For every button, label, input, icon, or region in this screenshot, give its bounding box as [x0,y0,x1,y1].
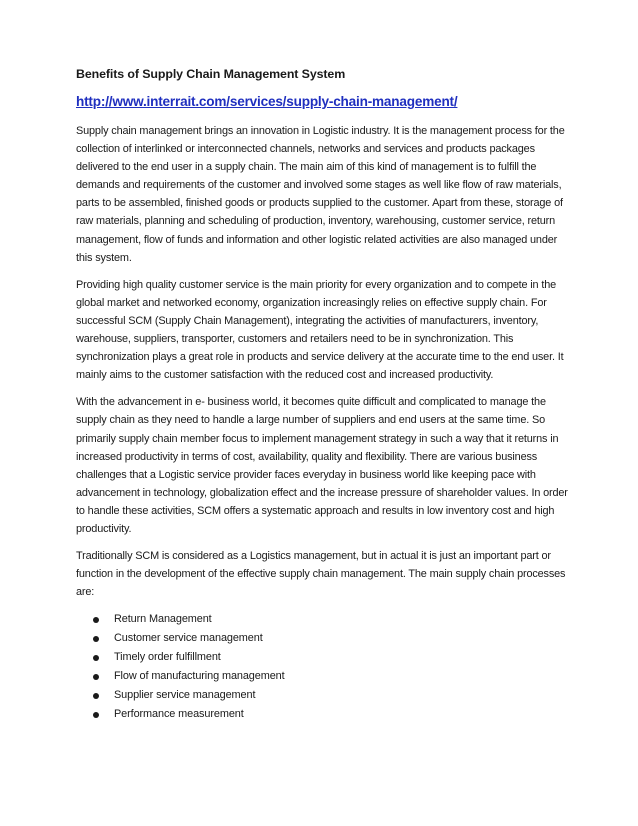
list-item-label: Supplier service management [114,689,256,702]
list-item-label: Flow of manufacturing management [114,670,285,683]
supply-chain-link[interactable]: http://www.interrait.com/services/supply-chain-management/ [76,94,458,109]
list-item-label: Timely order fulfillment [114,651,221,664]
document-page [76,66,570,724]
list-item [76,686,570,705]
bullet-icon [93,655,99,661]
list-item [76,648,570,667]
list-item [76,667,570,686]
list-item-label: Performance measurement [114,708,244,721]
paragraph-intro: Supply chain management brings an innovation in Logistic industry. It is the management process for the collection of interlinked or interconnected channels, networks and services and products packages delivered to the end user in a supply chain. The main aim of this kind of management is to fulfill the demands and requirements of the customer and involved some stages as well like flow of raw materials, parts to be assembled, finished goods or products supplied to the customer. Apart from these, storage of raw materials, planning and scheduling of production, inventory, warehousing, customer service, return management, flow of funds and information and other logistic related activities are also managed under this system. [76,125,565,264]
list-item-label: Customer service management [114,632,263,645]
paragraph-e-business: With the advancement in e- business world, it becomes quite difficult and complicated to manage the supply chain as they need to handle a large number of suppliers and end users at the same time. So primarily supply chain member focus to implement management strategy in such a way that it returns in increased productivity in terms of cost, availability, quality and flexibility. There are various business challenges that a Logistic service provider faces everyday in business world like keeping pace with advancement in technology, globalization effect and the increase pressure of shareholder values. In order to handle these activities, SCM offers a systematic approach and results in low inventory cost and high productivity. [76,396,568,535]
list-item [76,610,570,629]
list-item [76,629,570,648]
document-title: Benefits of Supply Chain Management System [76,67,346,81]
supply-chain-process-list [76,610,570,724]
paragraph-processes-intro: Traditionally SCM is considered as a Logistics management, but in actual it is just an important part or function in the development of the effective supply chain management. The main supply chain processes are: [76,550,566,599]
list-item [76,705,570,724]
bullet-icon [93,674,99,680]
bullet-icon [93,617,99,623]
paragraph-customer-service: Providing high quality customer service is the main priority for every organization and to compete in the global market and networked economy, organization increasingly relies on effective supply chain. For successful SCM (Supply Chain Management), integrating the activities of manufacturers, inventory, warehouse, suppliers, transporter, customers and retailers need to be in synchronization. This synchronization plays a great role in products and service delivery at the accurate time to the end user. It mainly aims to the customer satisfaction with the reduced cost and increased productivity. [76,278,564,382]
list-item-label: Return Management [114,613,212,626]
bullet-icon [93,712,99,718]
bullet-icon [93,693,99,699]
bullet-icon [93,636,99,642]
